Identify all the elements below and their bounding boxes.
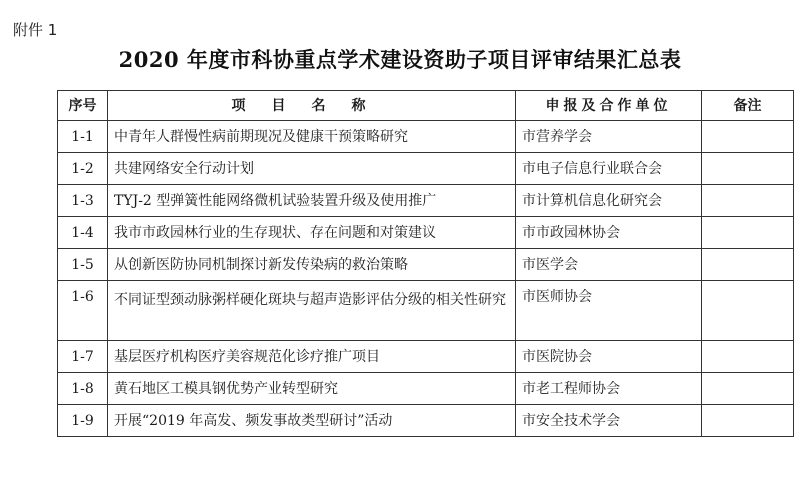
- row-project: 从创新医防协同机制探讨新发传染病的救治策略: [108, 249, 516, 281]
- row-no: 1-7: [58, 341, 108, 373]
- row-remark: [702, 405, 794, 437]
- row-no: 1-8: [58, 373, 108, 405]
- header-no: 序号: [58, 91, 108, 121]
- row-unit: 市电子信息行业联合会: [516, 153, 702, 185]
- page-title: 2020 年度市科协重点学术建设资助子项目评审结果汇总表: [118, 47, 682, 72]
- row-no: 1-2: [58, 153, 108, 185]
- row-project: 开展“2019 年高发、频发事故类型研讨”活动: [108, 405, 516, 437]
- row-unit: 市老工程师协会: [516, 373, 702, 405]
- row-unit: 市市政园林协会: [516, 217, 702, 249]
- row-unit: 市医院协会: [516, 341, 702, 373]
- row-project: 不同证型颈动脉粥样硬化斑块与超声造影评估分级的相关性研究: [108, 281, 516, 341]
- row-remark: [702, 185, 794, 217]
- row-no: 1-5: [58, 249, 108, 281]
- row-remark: [702, 249, 794, 281]
- row-no: 1-6: [58, 281, 108, 341]
- header-unit: 申报及合作单位: [516, 91, 702, 121]
- row-unit: 市营养学会: [516, 121, 702, 153]
- row-no: 1-4: [58, 217, 108, 249]
- row-project: 中青年人群慢性病前期现况及健康干预策略研究: [108, 121, 516, 153]
- table-row: [58, 217, 794, 249]
- row-project: 基层医疗机构医疗美容规范化诊疗推广项目: [108, 341, 516, 373]
- row-remark: [702, 153, 794, 185]
- row-project: TYJ-2 型弹簧性能网络微机试验装置升级及使用推广: [108, 185, 516, 217]
- row-unit: 市计算机信息化研究会: [516, 185, 702, 217]
- row-unit: 市医师协会: [516, 281, 702, 341]
- attachment-label: 附件 1: [13, 21, 58, 39]
- summary-table: [57, 90, 794, 437]
- header-remark: 备注: [702, 91, 794, 121]
- table-row: [58, 405, 794, 437]
- row-remark: [702, 341, 794, 373]
- row-no: 1-9: [58, 405, 108, 437]
- table-row: [58, 281, 794, 341]
- table-header-row: [58, 91, 794, 121]
- table-row: [58, 341, 794, 373]
- row-remark: [702, 373, 794, 405]
- table-row: [58, 249, 794, 281]
- row-no: 1-1: [58, 121, 108, 153]
- row-remark: [702, 121, 794, 153]
- table-row: [58, 153, 794, 185]
- row-unit: 市医学会: [516, 249, 702, 281]
- header-project: 项目名称: [108, 91, 516, 121]
- row-project: 共建网络安全行动计划: [108, 153, 516, 185]
- row-unit: 市安全技术学会: [516, 405, 702, 437]
- row-no: 1-3: [58, 185, 108, 217]
- table-row: [58, 185, 794, 217]
- table-row: [58, 121, 794, 153]
- row-project: 黄石地区工模具钢优势产业转型研究: [108, 373, 516, 405]
- table-row: [58, 373, 794, 405]
- row-project: 我市市政园林行业的生存现状、存在问题和对策建议: [108, 217, 516, 249]
- row-remark: [702, 217, 794, 249]
- row-remark: [702, 281, 794, 341]
